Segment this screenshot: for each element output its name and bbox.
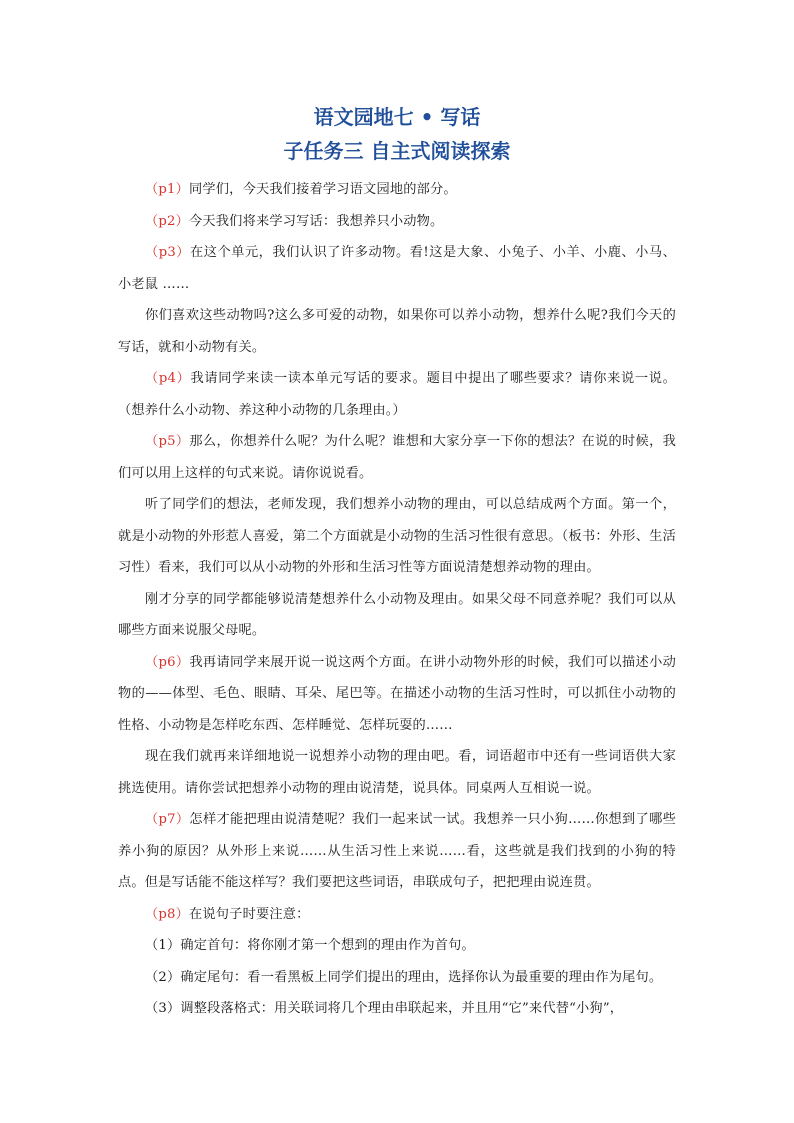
paragraph-p3-continued — [118, 300, 676, 363]
paragraph-tag: （p4） — [145, 371, 191, 386]
paragraph-text: 现在我们就再来详细地说一说想养小动物的理由吧。看，词语超市中还有一些词语供大家挑选使用。请你尝试把想养小动物的理由说清楚，说具体。同桌两人互相说一说。 — [118, 749, 676, 796]
paragraph-tag: （p6） — [145, 654, 190, 670]
paragraph-p8 — [118, 899, 676, 931]
paragraph-p3 — [118, 237, 676, 300]
paragraph-text: 怎样才能把理由说清楚呢？我们一起来试一试。我想养一只小狗……你想到了哪些养小狗的原因？从外形上来说……从生活习性上来说……看，这些就是我们找到的小狗的特点。但是写话能不能这样写？我们要把这些词语，串联成句子，把把理由说连贯。 — [118, 812, 676, 890]
paragraph-tag: （p3） — [145, 245, 191, 260]
paragraph-text: 我请同学来读一读本单元写话的要求。题目中提出了哪些要求？请你来说一说。（想养什么小动物、养这种小动物的几条理由。） — [118, 371, 677, 418]
paragraph-text: 今天我们将来学习写话：我想养只小动物。 — [189, 213, 444, 229]
list-item-3 — [118, 993, 676, 1025]
paragraph-text: 在这个单元，我们认识了许多动物。看!这是大象、小兔子、小羊、小鹿、小马、小老鼠 …… — [118, 245, 676, 292]
paragraph-tag: （p7） — [145, 812, 190, 827]
paragraph-p5-question — [118, 584, 676, 647]
paragraph-text: 那么，你想养什么呢？为什么呢？谁想和大家分享一下你的想法？在说的时候，我们可以用上这样的句式来说。请你说说看。 — [118, 434, 676, 481]
paragraph-text: 你们喜欢这些动物吗?这么多可爱的动物，如果你可以养小动物，想养什么呢?我们今天的写话，就和小动物有关。 — [118, 308, 676, 355]
paragraph-text: 刚才分享的同学都能够说清楚想养什么小动物及理由。如果父母不同意养呢？我们可以从哪些方面来说服父母呢。 — [118, 591, 676, 638]
page-subtitle: 子任务三 自主式阅读探索 — [283, 139, 511, 163]
paragraph-p7 — [118, 804, 676, 899]
paragraph-text: （1）确定首句：将你刚才第一个想到的理由作为首句。 — [145, 938, 475, 953]
paragraph-p6 — [118, 647, 676, 742]
paragraph-text: （2）确定尾句：看一看黑板上同学们提出的理由，选择你认为最重要的理由作为尾句。 — [145, 969, 663, 985]
paragraph-tag: （p1） — [145, 182, 190, 197]
paragraph-tag: （p5） — [145, 434, 190, 449]
page-title: 语文园地七 • 写话 — [313, 105, 481, 129]
paragraph-text: 听了同学们的想法，老师发现，我们想养小动物的理由，可以总结成两个方面。第一个，就是小动物的外形惹人喜爱，第二个方面就是小动物的生活习性很有意思。（板书：外形、生活习性）看来，我们可以从小动物的外形和生活习性等方面说清楚想养动物的理由。 — [118, 497, 676, 575]
paragraph-text: 同学们，今天我们接着学习语文园地的部分。 — [189, 182, 457, 197]
list-item-1 — [118, 930, 676, 962]
paragraph-text: （3）调整段落格式：用关联词将几个理由串联起来，并且用“它”来代替“小狗”， — [145, 1001, 624, 1016]
paragraph-p4 — [118, 363, 676, 426]
paragraph-p2 — [118, 206, 676, 238]
paragraph-tag: （p8） — [145, 906, 190, 922]
list-item-2 — [118, 962, 676, 994]
paragraph-p5-summary — [118, 489, 676, 584]
paragraph-p1 — [118, 174, 676, 206]
paragraph-text: 在说句子时要注意： — [189, 906, 310, 922]
paragraph-p6-continued — [118, 741, 676, 804]
paragraph-tag: （p2） — [145, 213, 190, 229]
paragraph-text: 我再请同学来展开说一说这两个方面。在讲小动物外形的时候，我们可以描述小动物的——体型、毛色、眼睛、耳朵、尾巴等。在描述小动物的生活习性时，可以抓住小动物的性格、小动物是怎样吃东西、怎样睡觉、怎样玩耍的…… — [118, 654, 676, 733]
paragraph-p5 — [118, 426, 676, 489]
